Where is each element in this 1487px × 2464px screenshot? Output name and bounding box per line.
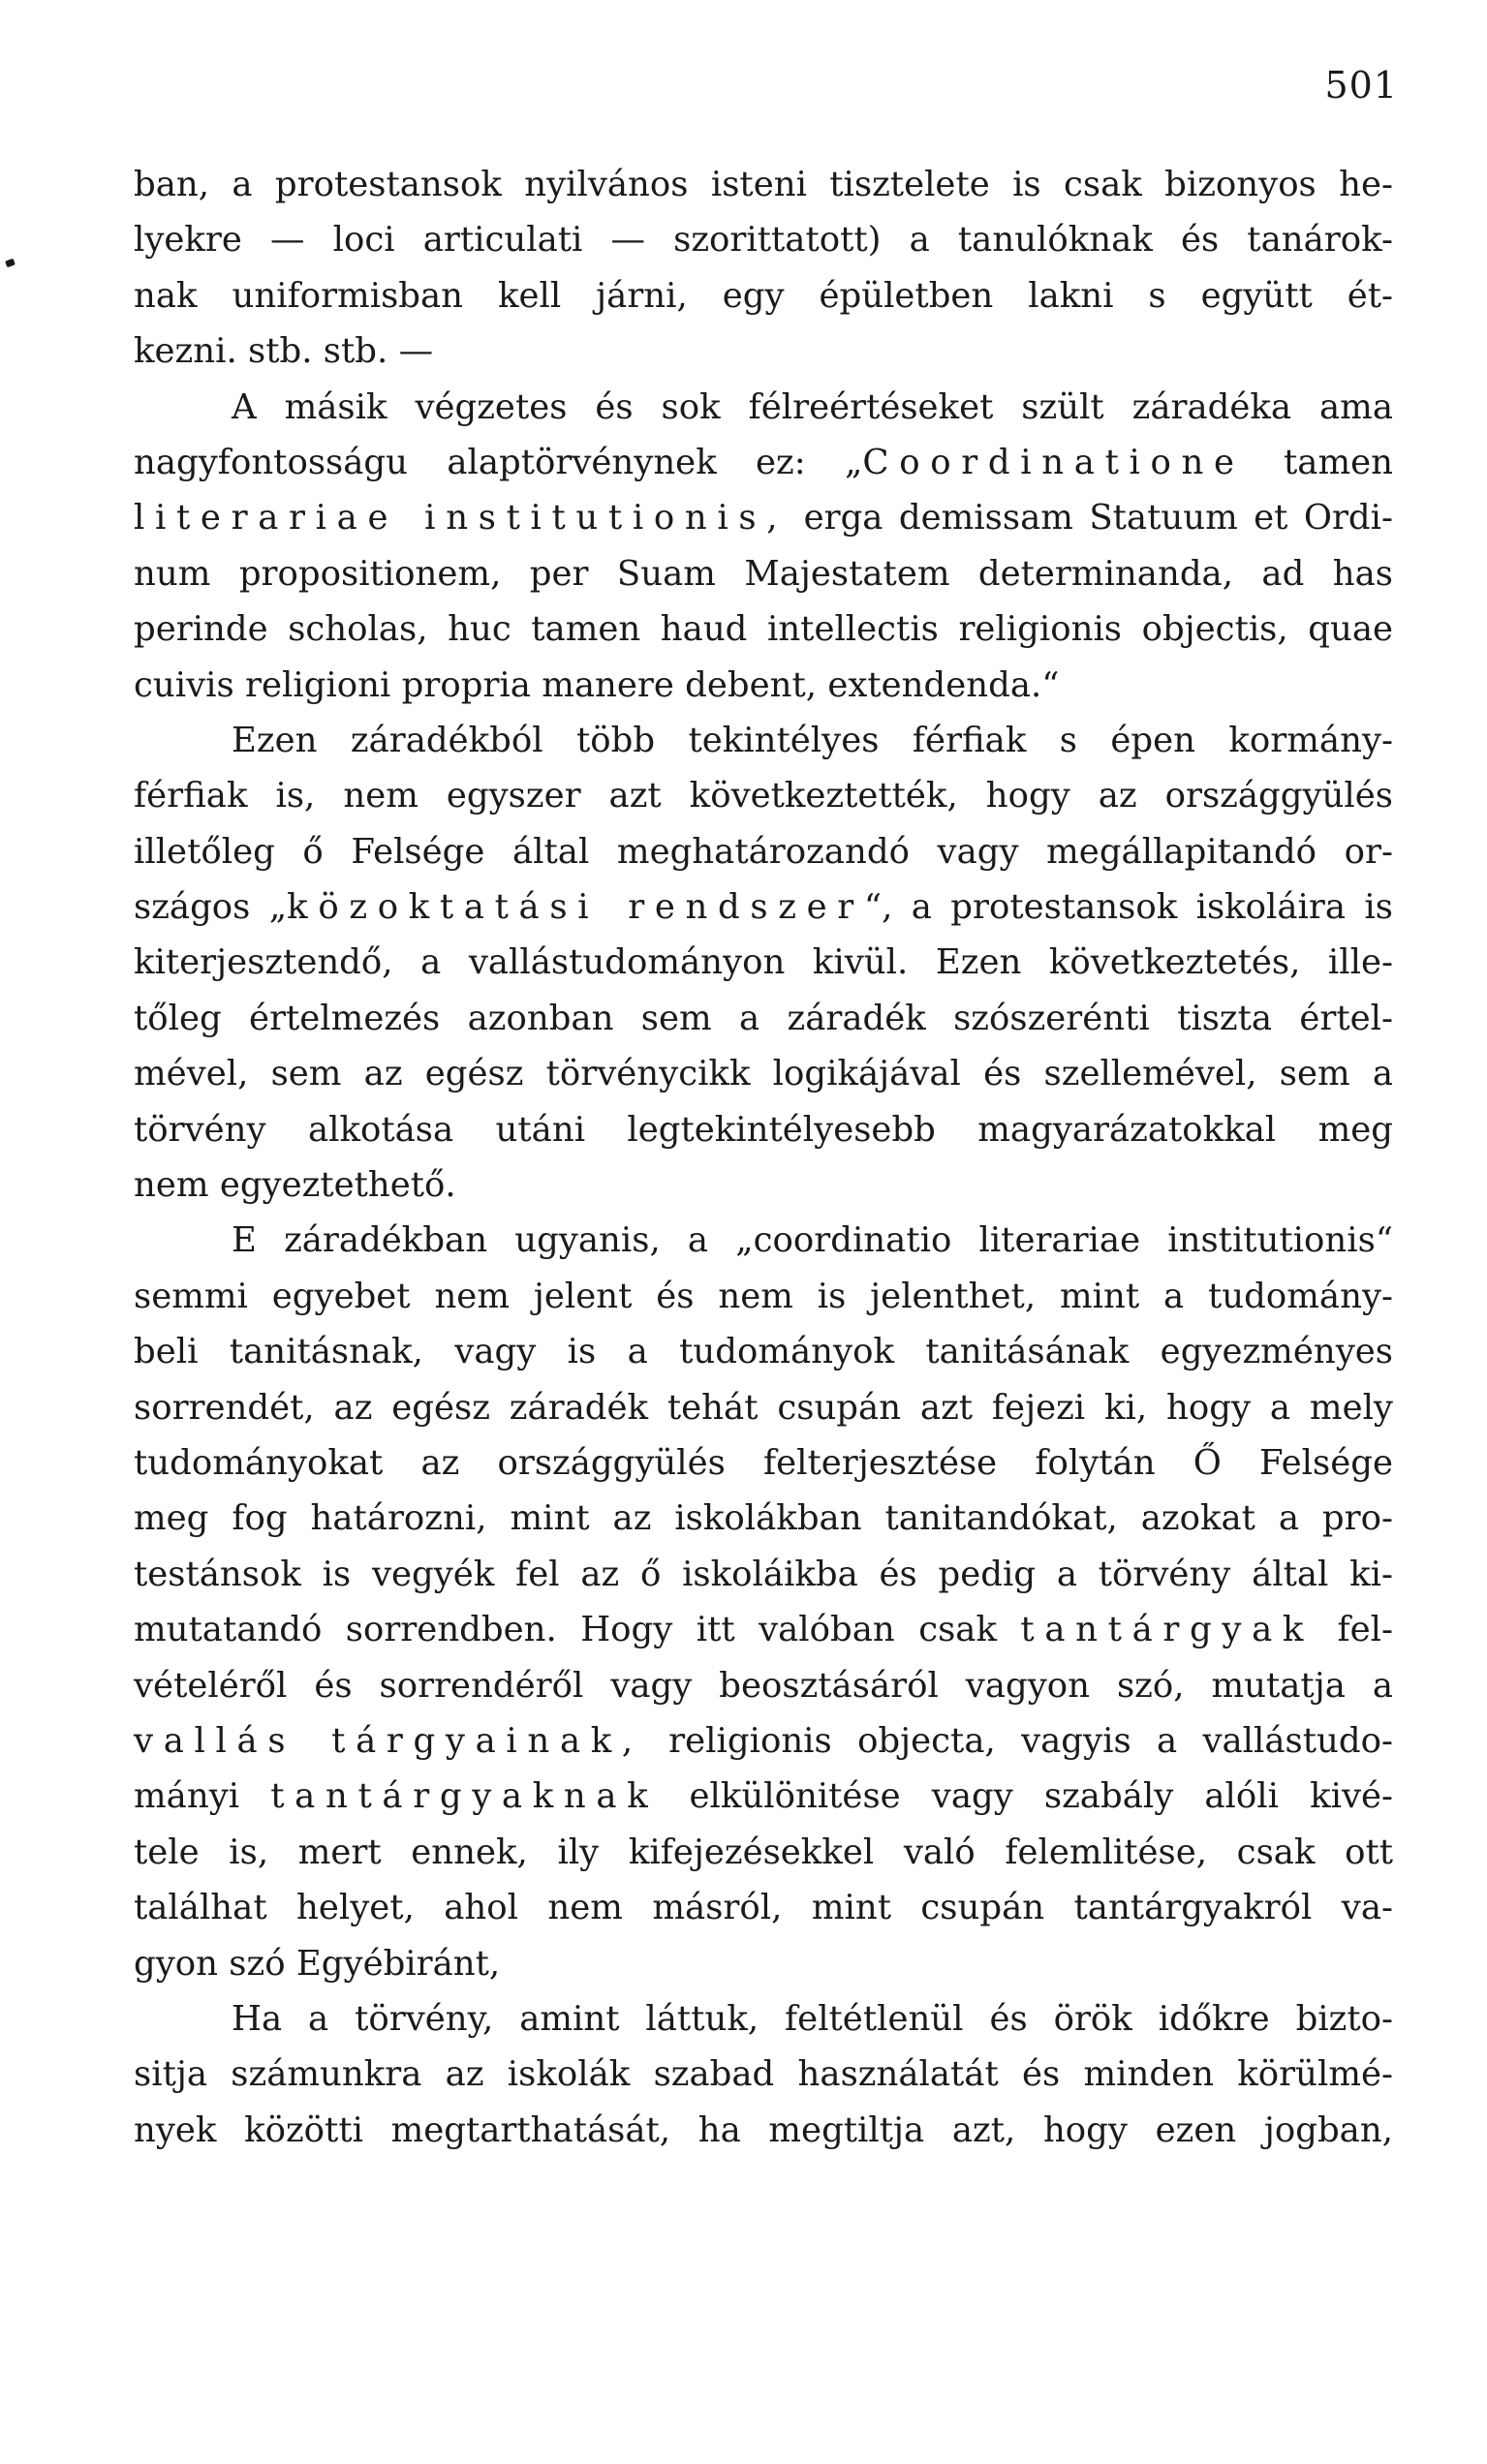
text-line: beli tanitásnak, vagy is a tudományok tanitásának egyezményes: [134, 1332, 1393, 1372]
text-segment: szágos „: [134, 887, 288, 928]
page-number: 501: [1324, 64, 1398, 107]
text-segment: tamen: [1244, 442, 1393, 482]
text-line: tőleg értelmezés azonban sem a záradék szószerénti tiszta értel-: [134, 998, 1393, 1038]
text-line: tudományokat az országgyülés felterjesztése folytán Ő Felsége: [134, 1442, 1393, 1483]
spaced-emphasis: tantárgyaknak: [270, 1776, 659, 1817]
text-line: sorrendét, az egész záradék tehát csupán azt fejezi ki, hogy a mely: [134, 1387, 1393, 1428]
text-line: [134, 879, 1393, 935]
text-line: illetőleg ő Felsége által meghatározandó vagy megállapitandó or-: [134, 831, 1393, 872]
text-line: sitja számunkra az iskolák szabad használatát és minden körülmé-: [134, 2054, 1393, 2095]
text-segment: erga demissam Statuum et Ordi-: [788, 498, 1393, 539]
paragraph-start-line: Ezen záradékból több tekintélyes férfiak s épen kormány-: [232, 720, 1393, 760]
text-line: nyek közötti megtarthatását, ha megtiltja azt, hogy ezen jogban,: [134, 2110, 1393, 2150]
text-segment: mányi: [134, 1776, 271, 1817]
text-line: [134, 490, 1393, 545]
text-line: kiterjesztendő, a vallástudományon kivül. Ezen következtetés, ille-: [134, 942, 1393, 983]
text-segment: nagyfontosságu alaptörvénynek ez: „: [134, 442, 863, 482]
text-line: meg fog határozni, mint az iskolákban tanitandókat, azokat a pro-: [134, 1498, 1393, 1539]
text-line: férfiak is, nem egyszer azt következtették, hogy az országgyülés: [134, 776, 1393, 816]
text-line: találhat helyet, ahol nem másról, mint csupán tantárgyakról va-: [134, 1888, 1393, 1928]
text-line: testánsok is vegyék fel az ő iskoláikba és pedig a törvény által ki-: [134, 1554, 1393, 1594]
text-line: ban, a protestansok nyilvános isteni tisztelete is csak bizonyos he-: [134, 165, 1393, 204]
text-segment: religionis objecta, vagyis a vallástudo-: [642, 1720, 1393, 1761]
text-segment: “, a protestansok iskoláira is: [863, 887, 1393, 928]
text-line: törvény alkotása utáni legtekintélyesebb magyarázatokkal meg: [134, 1109, 1393, 1150]
paragraph-start-line: E záradékban ugyanis, a „coordinatio literariae institutionis“: [232, 1220, 1393, 1261]
paragraph-start-line: Ha a törvény, amint láttuk, feltétlenül és örök időkre bizto-: [232, 1998, 1393, 2039]
text-segment: fel-: [1314, 1610, 1394, 1650]
text-line: perinde scholas, huc tamen haud intellectis religionis objectis, quae: [134, 609, 1393, 650]
text-line: semmi egyebet nem jelent és nem is jelenthet, mint a tudomány-: [134, 1276, 1393, 1316]
text-line: kezni. stb. stb. —: [134, 331, 434, 372]
paragraph-start-line: A másik végzetes és sok félreértéseket szült záradéka ama: [232, 386, 1393, 427]
text-line: [134, 1602, 1393, 1657]
text-line: lyekre — loci articulati — szorittatott) a tanulóknak és tanárok-: [134, 220, 1393, 261]
page-body-text: [134, 157, 1393, 2158]
stray-ink-mark: [5, 259, 15, 268]
text-segment: elkülönitése vagy szabály alóli kivé-: [658, 1776, 1394, 1817]
spaced-emphasis: Coordinatione: [862, 442, 1245, 482]
text-line: gyon szó Egyébiránt,: [134, 1943, 501, 1984]
text-line: [134, 435, 1393, 490]
spaced-emphasis: vallás tárgyainak,: [134, 1720, 643, 1761]
text-line: nak uniformisban kell járni, egy épületben lakni s együtt ét-: [134, 275, 1393, 316]
text-segment: mutatandó sorrendben. Hogy itt valóban csak: [134, 1610, 1021, 1650]
spaced-emphasis: tantárgyak: [1020, 1610, 1315, 1650]
text-line: num propositionem, per Suam Majestatem determinanda, ad has: [134, 553, 1393, 594]
spaced-emphasis: közoktatási rendszer: [287, 887, 864, 928]
text-line: tele is, mert ennek, ily kifejezésekkel való felemlitése, csak ott: [134, 1832, 1393, 1872]
text-line: cuivis religioni propria manere debent, extendenda.“: [134, 664, 1060, 705]
text-line: [134, 1769, 1393, 1824]
spaced-emphasis: literariae institutionis,: [134, 498, 789, 539]
text-line: mével, sem az egész törvénycikk logikájával és szellemével, sem a: [134, 1054, 1393, 1094]
text-line: nem egyeztethető.: [134, 1165, 456, 1206]
text-line: [134, 1713, 1393, 1769]
text-line: vételéről és sorrendéről vagy beosztásáról vagyon szó, mutatja a: [134, 1665, 1393, 1706]
